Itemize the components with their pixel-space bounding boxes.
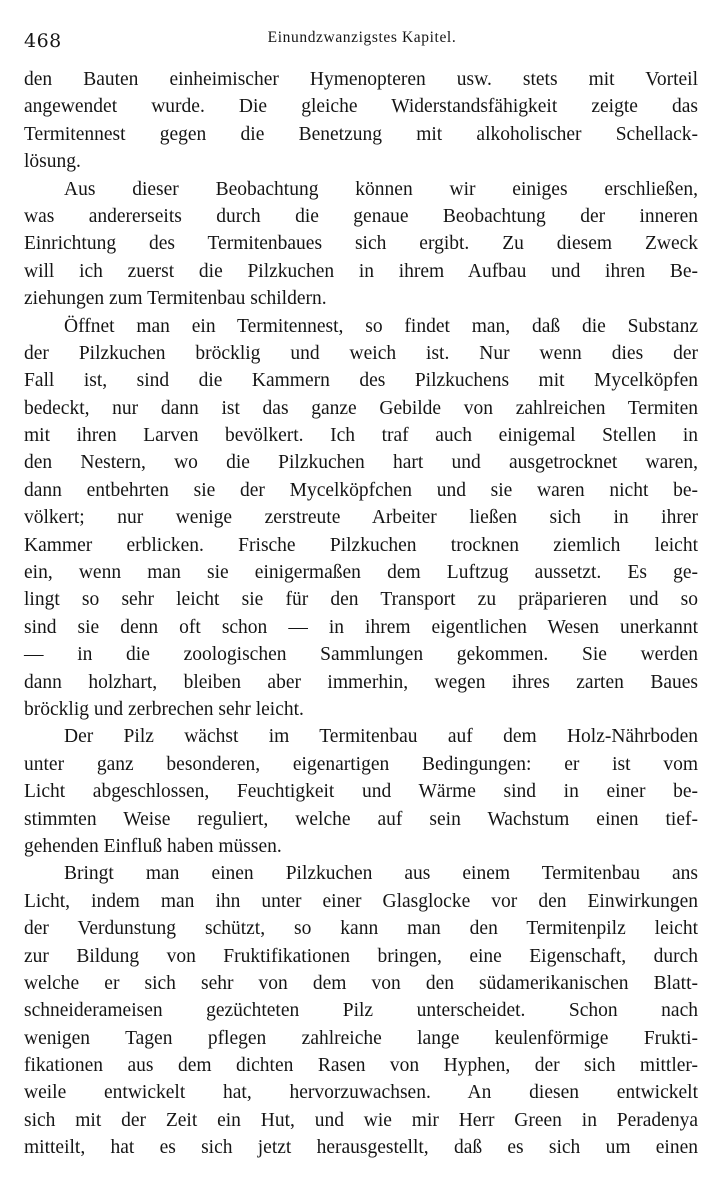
text-line: bedeckt, nur dann ist das ganze Gebilde von zahlreichen Termiten bbox=[24, 397, 698, 419]
text-line: mitteilt, hat es sich jetzt herausgestellt, daß es sich um einen bbox=[24, 1137, 698, 1159]
text-line: Licht, indem man ihn unter einer Glasglocke vor den Einwirkungen bbox=[24, 890, 698, 912]
text-line: völkert; nur wenige zerstreute Arbeiter ließen sich in ihrer bbox=[24, 507, 698, 529]
text-line: welche er sich sehr von dem von den südamerikanischen Blatt- bbox=[24, 972, 698, 994]
text-line: lösung. bbox=[24, 151, 81, 173]
text-line: Öffnet man ein Termitennest, so findet man, daß die Substanz bbox=[64, 315, 698, 337]
running-head bbox=[24, 26, 700, 56]
body-text bbox=[24, 66, 698, 1162]
chapter-title: Einundzwanzigstes Kapitel. bbox=[267, 29, 457, 46]
text-line: bröcklig und zerbrechen sehr leicht. bbox=[24, 698, 304, 720]
text-line: was andererseits durch die genaue Beobachtung der inneren bbox=[24, 205, 698, 227]
text-line: dann entbehrten sie der Mycelköpfchen und sie waren nicht be- bbox=[24, 479, 698, 501]
text-line: Einrichtung des Termitenbaues sich ergibt. Zu diesem Zweck bbox=[24, 233, 698, 255]
text-line: dann holzhart, bleiben aber immerhin, wegen ihres zarten Baues bbox=[24, 671, 698, 693]
text-line: will ich zuerst die Pilzkuchen in ihrem Aufbau und ihren Be- bbox=[24, 260, 698, 282]
text-line: angewendet wurde. Die gleiche Widerstandsfähigkeit zeigte das bbox=[24, 96, 698, 118]
text-line: unter ganz besonderen, eigenartigen Bedingungen: er ist vom bbox=[24, 753, 698, 775]
text-line: — in die zoologischen Sammlungen gekommen. Sie werden bbox=[24, 644, 698, 666]
text-line: sind sie denn oft schon — in ihrem eigentlichen Wesen unerkannt bbox=[24, 616, 698, 638]
text-line: den Nestern, wo die Pilzkuchen hart und ausgetrocknet waren, bbox=[24, 452, 698, 474]
text-line: wenigen Tagen pflegen zahlreiche lange keulenförmige Frukti- bbox=[24, 1027, 698, 1049]
text-line: Kammer erblicken. Frische Pilzkuchen trocknen ziemlich leicht bbox=[24, 534, 698, 556]
text-line: den Bauten einheimischer Hymenopteren usw. stets mit Vorteil bbox=[24, 69, 698, 90]
text-line: zur Bildung von Fruktifikationen bringen, eine Eigenschaft, durch bbox=[24, 945, 698, 967]
text-line: der Verdunstung schützt, so kann man den Termitenpilz leicht bbox=[24, 918, 698, 940]
text-line: Licht abgeschlossen, Feuchtigkeit und Wärme sind in einer be- bbox=[24, 781, 698, 803]
text-line: Der Pilz wächst im Termitenbau auf dem Holz-Nährboden bbox=[64, 726, 698, 748]
text-line: mit ihren Larven bevölkert. Ich traf auch einigemal Stellen in bbox=[24, 425, 698, 447]
text-line: der Pilzkuchen bröcklig und weich ist. Nur wenn dies der bbox=[24, 342, 698, 364]
text-line: gehenden Einfluß haben müssen. bbox=[24, 835, 282, 857]
text-line: ein, wenn man sie einigermaßen dem Luftzug aussetzt. Es ge- bbox=[24, 562, 698, 584]
text-line: weile entwickelt hat, hervorzuwachsen. An diesen entwickelt bbox=[24, 1082, 698, 1104]
page-number: 468 bbox=[24, 30, 62, 52]
text-line: stimmten Weise reguliert, welche auf sein Wachstum einen tief- bbox=[24, 808, 698, 830]
text-line: fikationen aus dem dichten Rasen von Hyphen, der sich mittler- bbox=[24, 1055, 698, 1077]
text-line: ziehungen zum Termitenbau schildern. bbox=[24, 288, 327, 310]
text-line: schneiderameisen gezüchteten Pilz unterscheidet. Schon nach bbox=[24, 1000, 698, 1022]
text-line: Bringt man einen Pilzkuchen aus einem Termitenbau ans bbox=[64, 863, 698, 885]
text-line: Aus dieser Beobachtung können wir einiges erschließen, bbox=[64, 178, 698, 200]
text-line: lingt so sehr leicht sie für den Transport zu präparieren und so bbox=[24, 589, 698, 611]
text-line: sich mit der Zeit ein Hut, und wie mir Herr Green in Peradenya bbox=[24, 1109, 698, 1131]
text-line: Fall ist, sind die Kammern des Pilzkuchens mit Mycelköpfen bbox=[24, 370, 698, 392]
text-line: Termitennest gegen die Benetzung mit alkoholischer Schellack- bbox=[24, 123, 698, 145]
